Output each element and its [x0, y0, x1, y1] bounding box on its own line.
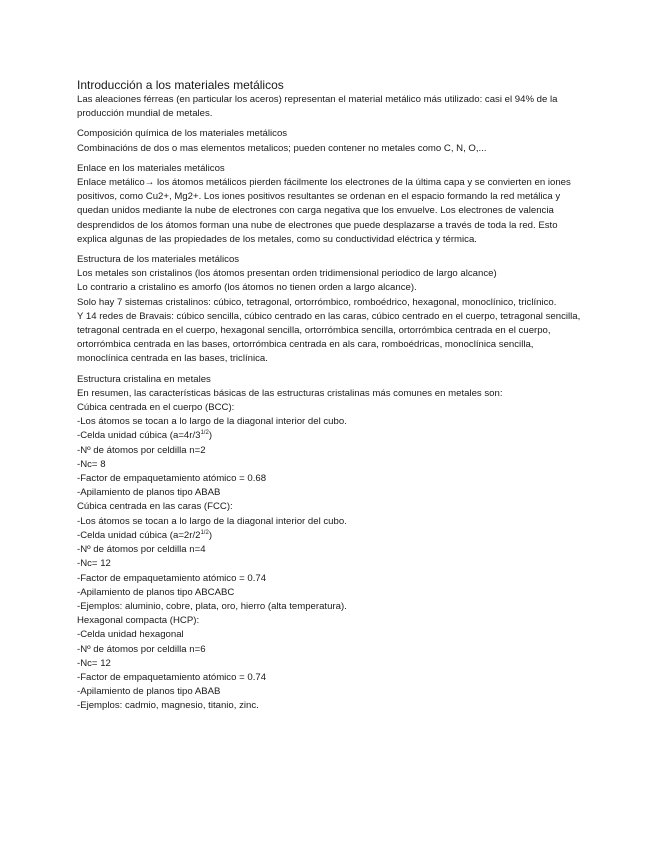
list-item: -Nº de átomos por celdilla n=4	[77, 544, 206, 556]
fcc-title: Cúbica centrada en las caras (FCC):	[77, 501, 233, 513]
document-title: Introducción a los materiales metálicos	[77, 78, 284, 92]
list-item: -Factor de empaquetamiento atómico = 0.74	[77, 572, 267, 584]
intro-paragraph: Las aleaciones férreas (en particular los aceros) representan el material metálico más utilizado: casi el 94% de la producción mundial de metales.	[77, 94, 558, 120]
list-item: -Nc= 8	[77, 458, 106, 470]
fcc-cell-close: )	[208, 529, 213, 541]
list-item: -Nº de átomos por celdilla n=2	[77, 444, 206, 456]
list-item: -Nº de átomos por celdilla n=6	[77, 643, 206, 655]
list-item: -Nc= 12	[77, 558, 111, 570]
structure-paragraph-1: Los metales son cristalinos (los átomos presentan orden tridimensional periodico de largo alcance)	[77, 268, 497, 280]
list-item: -Ejemplos: cadmio, magnesio, titanio, zinc.	[77, 700, 259, 712]
list-item: -Apilamiento de planos tipo ABAB	[77, 487, 221, 499]
crystal-heading: Estructura cristalina en metales	[77, 373, 211, 385]
bonding-heading: Enlace en los materiales metálicos	[77, 162, 225, 174]
bcc-cell-close: )	[208, 430, 213, 442]
crystal-intro: En resumen, las características básicas de las estructuras cristalinas más comunes en metales son:	[77, 387, 503, 399]
fcc-cell-exponent: 1/2	[200, 529, 209, 536]
crystal-section	[77, 373, 587, 714]
list-item: -Factor de empaquetamiento atómico = 0.74	[77, 671, 267, 683]
bonding-text: Enlace metálico→ los átomos metálicos pierden fácilmente los electrones de la última capa y se convierten en iones positivos, como Cu2+, Mg2+. Los iones positivos resultantes se ordenan en el espacio formando la red metálica y quedan unidos mediante la nube de electrones con carga negativa que los envuelve. Los electrones de valencia desprendidos de los átomos forman una nube de electrones que puede desplazarse a través de toda la red. Esto explica algunas de las propiedades de los metales, como su conductividad eléctrica y térmica.	[77, 177, 571, 245]
bcc-list	[77, 415, 587, 500]
bcc-cell-exponent: 1/2	[200, 430, 209, 437]
list-item: -Los átomos se tocan a lo largo de la diagonal interior del cubo.	[77, 515, 347, 527]
list-item: -Celda unidad hexagonal	[77, 629, 184, 641]
list-item: -Ejemplos: aluminio, cobre, plata, oro, hierro (alta temperatura).	[77, 600, 347, 612]
composition-heading: Composición química de los materiales metálicos	[77, 128, 288, 140]
list-item-cell	[77, 529, 587, 543]
structure-heading: Estructura de los materiales metálicos	[77, 254, 240, 266]
bonding-section	[77, 162, 587, 247]
document-content	[77, 77, 587, 714]
fcc-cell-text: -Celda unidad cúbica (a=2r/2	[77, 529, 201, 541]
structure-paragraph-3: Solo hay 7 sistemas cristalinos: cúbico, tetragonal, ortorrómbico, romboédrico, hexagonal, monoclínico, triclínico.	[77, 296, 557, 308]
list-item: -Apilamiento de planos tipo ABCABC	[77, 586, 235, 598]
composition-text: Combinacións de dos o mas elementos metalicos; pueden contener no metales como C, N, O,...	[77, 142, 487, 154]
hcp-title: Hexagonal compacta (HCP):	[77, 615, 200, 627]
structure-section	[77, 253, 587, 367]
list-item: -Los átomos se tocan a lo largo de la diagonal interior del cubo.	[77, 416, 347, 428]
list-item: -Factor de empaquetamiento atómico = 0.68	[77, 473, 267, 485]
structure-paragraph-4: Y 14 redes de Bravais: cúbico sencilla, cúbico centrado en las caras, cúbico centrado en el cuerpo, tetragonal sencilla, tetragonal centrada en el cuerpo, hexagonal sencilla, ortorrómbica sencilla, ortorrómbica centrada en el cuerpo, ortorrómbica centrada en las bases, ortorrómbica centrada en als cara, romboédricas, monoclínica sencilla, monoclínica centrada en las bases, triclínica.	[77, 310, 581, 365]
list-item: -Apilamiento de planos tipo ABAB	[77, 686, 221, 698]
bcc-title: Cúbica centrada en el cuerpo (BCC):	[77, 402, 235, 414]
list-item-cell	[77, 429, 587, 443]
structure-paragraph-2: Lo contrario a cristalino es amorfo (los átomos no tienen orden a largo alcance).	[77, 282, 417, 294]
list-item: -Nc= 12	[77, 657, 111, 669]
bcc-cell-text: -Celda unidad cúbica (a=4r/3	[77, 430, 201, 442]
hcp-list	[77, 628, 587, 713]
fcc-list	[77, 515, 587, 614]
composition-section	[77, 127, 587, 155]
